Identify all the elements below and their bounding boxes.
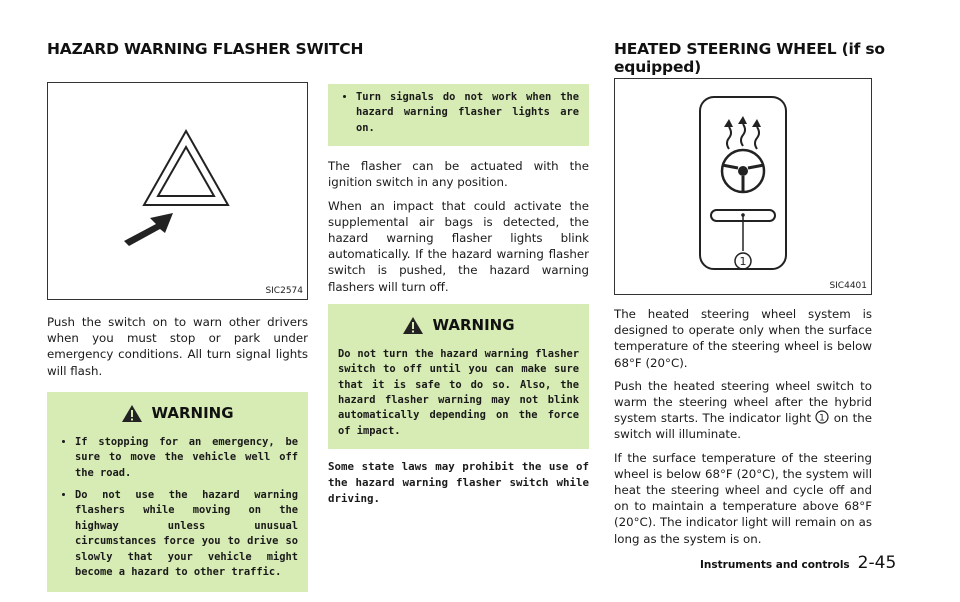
footer-section: Instruments and controls [700,559,850,571]
hazard-triangle-icon [48,83,307,299]
heated-wheel-operation-text: Push the heated steering wheel switch to warm the steering wheel after the hybrid system starts. The indicator light 1 on the switch will illuminate. [614,378,873,442]
note-item: • Turn signals do not work when the hazard warning flasher lights are on. [356,90,579,136]
warning-item: • Do not use the hazard warning flashers while moving on the highway unless unusual circumstances force you to drive so slowly that your vehicle might become a hazard to other traffic. [75,488,298,580]
heated-wheel-temperature-text: If the surface temperature of the steering wheel is below 68°F (20°C), the system will heat the steering wheel and cycle off and on to maintain a temperature above 68°F (20°C). The indicator light will remain on as long as the system is on. [614,450,872,546]
warning-header [57,404,298,423]
heated-steering-wheel-icon [615,79,871,294]
section-heading-heated-steering: HEATED STEERING WHEEL (if so equipped) [614,40,885,76]
warning-box-1 [47,392,308,593]
airbag-impact-text: When an impact that could activate the supplemental air bags is detected, the hazard warning flasher lights blink automatically. If the hazard warning flasher switch is pushed, the hazard warning flashers will turn off. [328,198,589,294]
hazard-figure [47,82,308,300]
heated-wheel-intro-text: The heated steering wheel system is designed to operate only when the surface temperature of the steering wheel is below 68°F (20°C). [614,307,872,370]
column-2 [328,84,589,507]
column-1 [47,82,308,602]
note-box [328,84,589,146]
svg-text:1: 1 [819,413,826,424]
callout-1-icon [815,410,829,424]
warning-icon [121,404,143,423]
hazard-intro-text: Push the switch on to warn other drivers when you must stop or park under emergency conditions. All turn signal lights will flash. [47,315,308,378]
page-footer [700,553,896,573]
warning-title: WARNING [151,404,234,423]
column-3 [614,78,872,554]
warning-text: Do not turn the hazard warning flasher switch to off until you can make sure that it is safe to do so. Also, the hazard flasher warning may not blink automatically depending on the force of impact. [338,347,579,437]
warning-icon [402,316,424,335]
note-list [338,90,579,136]
steering-figure [614,78,872,295]
warning-header [338,316,579,335]
figure-code: SIC2574 [265,286,303,296]
warning-box-2 [328,304,589,449]
warning-list [57,435,298,581]
warning-title: WARNING [432,316,515,335]
section-heading-hazard: HAZARD WARNING FLASHER SWITCH [47,40,364,58]
flasher-actuation-text: The flasher can be actuated with the ignition switch in any position. [328,159,589,190]
page-number: 2-45 [857,553,897,573]
figure-code: SIC4401 [829,281,867,291]
state-law-text: Some state laws may prohibit the use of the hazard warning flasher switch while driving. [328,460,589,506]
callout-1: 1 [739,255,747,268]
warning-item: • If stopping for an emergency, be sure to move the vehicle well off the road. [75,435,298,481]
